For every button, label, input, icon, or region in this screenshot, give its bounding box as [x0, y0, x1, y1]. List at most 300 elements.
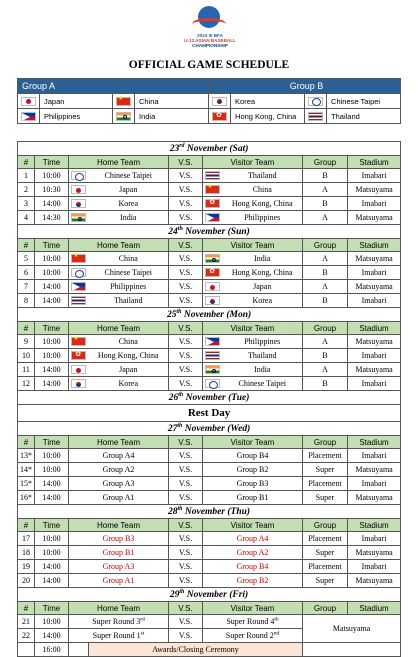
column-header-stadium: Stadium — [348, 436, 401, 449]
game-group: A — [303, 211, 348, 225]
game-number: 10 — [18, 349, 35, 363]
visitor-team: Hong Kong, China — [223, 197, 303, 211]
home-team: Group A1 — [69, 574, 169, 588]
column-header-vs: V.S. — [169, 436, 203, 449]
game-time: 10:00 — [35, 449, 69, 463]
day-month: November (Fri) — [184, 589, 249, 600]
cn-flag-icon — [69, 252, 89, 266]
game-time: 10:00 — [35, 252, 69, 266]
game-number: 22 — [18, 629, 35, 643]
rest-day-label: Rest Day — [18, 405, 401, 422]
game-row — [18, 252, 401, 266]
vs-label: V.S. — [169, 574, 203, 588]
vs-label: V.S. — [169, 294, 203, 308]
group-a-header: Group A — [18, 79, 209, 94]
game-number: 16* — [18, 491, 35, 505]
game-number: 11 — [18, 363, 35, 377]
visitor-team: Group B4 — [203, 449, 303, 463]
day-header — [18, 225, 401, 239]
groups-row — [18, 109, 401, 124]
visitor-team: Thailand — [223, 349, 303, 363]
game-number: 18 — [18, 546, 35, 560]
india-flag-icon — [113, 109, 135, 124]
game-group: Placement — [303, 477, 348, 491]
ph-flag-icon — [203, 335, 223, 349]
column-header-stadium: Stadium — [348, 239, 401, 252]
jp-flag-icon — [69, 363, 89, 377]
game-group: B — [303, 377, 348, 391]
game-group: Placement — [303, 560, 348, 574]
home-team-ordinal: st — [140, 630, 145, 637]
column-header-row — [18, 239, 401, 252]
game-stadium: Imabari — [348, 266, 401, 280]
column-header-row — [18, 602, 401, 615]
column-header-home: Home Team — [69, 436, 169, 449]
visitor-team — [203, 629, 303, 643]
game-time: 10:00 — [35, 546, 69, 560]
home-team: Group A3 — [69, 477, 169, 491]
column-header-no: # — [18, 519, 35, 532]
in-flag-icon — [203, 252, 223, 266]
home-team: Korea — [89, 197, 169, 211]
game-number: 20 — [18, 574, 35, 588]
game-row — [18, 449, 401, 463]
home-team-text: Super Round 3 — [92, 617, 141, 626]
column-header-row — [18, 322, 401, 335]
column-header-time: Time — [35, 322, 69, 335]
hk-flag-icon — [69, 349, 89, 363]
visitor-team-ordinal: th — [274, 616, 279, 623]
game-time: 14:00 — [35, 629, 69, 643]
day-ordinal: th — [177, 225, 183, 232]
game-row — [18, 197, 401, 211]
game-number: 1 — [18, 169, 35, 183]
game-row — [18, 377, 401, 391]
visitor-team-ordinal: nd — [273, 630, 280, 637]
th-flag-icon — [203, 169, 223, 183]
column-header-vs: V.S. — [169, 156, 203, 169]
game-row — [18, 615, 401, 629]
game-group: B — [303, 169, 348, 183]
home-team: China — [89, 335, 169, 349]
day-number: 27 — [167, 423, 178, 434]
game-group: Super — [303, 546, 348, 560]
day-title — [18, 225, 401, 239]
game-stadium: Imabari — [348, 477, 401, 491]
column-header-time: Time — [35, 602, 69, 615]
day-month: November (Sat) — [184, 143, 249, 154]
visitor-team: Group B3 — [203, 477, 303, 491]
vs-label: V.S. — [169, 266, 203, 280]
home-team-text: Super Round 1 — [92, 631, 141, 640]
in-flag-icon — [203, 363, 223, 377]
visitor-team: Group B2 — [203, 574, 303, 588]
game-stadium: Matsuyama — [348, 280, 401, 294]
day-title — [18, 422, 401, 436]
korea-flag-icon — [209, 94, 231, 109]
column-header-vs: V.S. — [169, 519, 203, 532]
blank-cell — [303, 643, 401, 657]
game-row — [18, 463, 401, 477]
day-number: 26 — [168, 392, 179, 403]
game-stadium: Imabari — [348, 197, 401, 211]
column-header-stadium: Stadium — [348, 519, 401, 532]
day-header — [18, 308, 401, 322]
kr-flag-icon — [69, 377, 89, 391]
game-number: 8 — [18, 294, 35, 308]
vs-label: V.S. — [169, 615, 203, 629]
column-header-home: Home Team — [69, 602, 169, 615]
game-number: 19 — [18, 560, 35, 574]
group-a-team: China — [135, 94, 209, 109]
column-header-group: Group — [303, 602, 348, 615]
visitor-team: Thailand — [223, 169, 303, 183]
column-header-no: # — [18, 602, 35, 615]
column-header-group: Group — [303, 436, 348, 449]
game-group: A — [303, 183, 348, 197]
day-title — [18, 505, 401, 519]
vs-label: V.S. — [169, 169, 203, 183]
home-team: Philippines — [89, 280, 169, 294]
hk-flag-icon — [203, 197, 223, 211]
vs-label: V.S. — [169, 349, 203, 363]
visitor-team: Group B4 — [203, 560, 303, 574]
visitor-team: Philippines — [223, 335, 303, 349]
home-team: Group B1 — [69, 546, 169, 560]
game-stadium: Matsuyama — [348, 574, 401, 588]
column-header-row — [18, 436, 401, 449]
column-header-no: # — [18, 322, 35, 335]
column-header-no: # — [18, 436, 35, 449]
game-stadium: Imabari — [348, 294, 401, 308]
game-number: 17 — [18, 532, 35, 546]
game-number: 7 — [18, 280, 35, 294]
day-month: November (Tue) — [183, 392, 250, 403]
day-header — [18, 142, 401, 156]
visitor-team: Group B2 — [203, 463, 303, 477]
day-number: 25 — [166, 309, 177, 320]
game-row — [18, 532, 401, 546]
groups-table — [17, 78, 401, 124]
game-group: B — [303, 349, 348, 363]
jp-flag-icon — [203, 280, 223, 294]
game-row — [18, 294, 401, 308]
day-header — [18, 505, 401, 519]
group-b-header: Group B — [209, 79, 401, 94]
game-row — [18, 211, 401, 225]
game-number: 9 — [18, 335, 35, 349]
championship-logo — [184, 6, 236, 54]
game-time: 14:00 — [35, 491, 69, 505]
thailand-flag-icon — [305, 109, 327, 124]
game-stadium: Matsuyama — [348, 252, 401, 266]
cn-flag-icon — [69, 335, 89, 349]
game-stadium: Imabari — [348, 449, 401, 463]
kr-flag-icon — [69, 197, 89, 211]
column-header-stadium: Stadium — [348, 156, 401, 169]
visitor-team: Hong Kong, China — [223, 266, 303, 280]
game-group: B — [303, 266, 348, 280]
column-header-group: Group — [303, 519, 348, 532]
game-stadium: Imabari — [348, 560, 401, 574]
game-group: Placement — [303, 449, 348, 463]
home-team: Korea — [89, 377, 169, 391]
column-header-time: Time — [35, 519, 69, 532]
column-header-no: # — [18, 156, 35, 169]
day-ordinal: th — [177, 505, 183, 512]
game-time: 10:00 — [35, 615, 69, 629]
japan-flag-icon — [18, 94, 40, 109]
game-stadium: Matsuyama — [348, 211, 401, 225]
game-row — [18, 546, 401, 560]
column-header-visitor: Visitor Team — [203, 322, 303, 335]
day-header — [18, 588, 401, 602]
page-title: OFFICIAL GAME SCHEDULE — [128, 59, 290, 71]
game-number: 5 — [18, 252, 35, 266]
th-flag-icon — [203, 349, 223, 363]
column-header-row — [18, 156, 401, 169]
game-stadium: Matsuyama — [348, 463, 401, 477]
ceremony-time: 16:00 — [35, 643, 69, 657]
day-header — [18, 422, 401, 436]
home-team: Thailand — [89, 294, 169, 308]
day-title — [18, 588, 401, 602]
day-month: November (Sun) — [182, 226, 250, 237]
visitor-team: Group A2 — [203, 546, 303, 560]
game-time: 14:00 — [35, 294, 69, 308]
column-header-time: Time — [35, 239, 69, 252]
vs-label: V.S. — [169, 477, 203, 491]
groups-row — [18, 94, 401, 109]
visitor-team: Chinese Taipei — [223, 377, 303, 391]
game-time: 10:00 — [35, 266, 69, 280]
china-flag-icon — [113, 94, 135, 109]
day-header — [18, 391, 401, 405]
schedule-table — [17, 141, 401, 657]
game-stadium: Matsuyama — [348, 363, 401, 377]
vs-label: V.S. — [169, 335, 203, 349]
game-group: A — [303, 335, 348, 349]
game-group: A — [303, 280, 348, 294]
game-group: B — [303, 294, 348, 308]
vs-label: V.S. — [169, 629, 203, 643]
home-team: Hong Kong, China — [89, 349, 169, 363]
visitor-team-text: Super Round 2 — [225, 631, 274, 640]
column-header-row — [18, 519, 401, 532]
th-flag-icon — [69, 294, 89, 308]
game-group: A — [303, 363, 348, 377]
day-title — [18, 308, 401, 322]
column-header-vs: V.S. — [169, 322, 203, 335]
visitor-team: India — [223, 252, 303, 266]
day-title — [18, 391, 401, 405]
day-title — [18, 142, 401, 156]
game-row — [18, 335, 401, 349]
group-a-team: Philippines — [40, 109, 113, 124]
visitor-team: Japan — [223, 280, 303, 294]
home-team: Chinese Taipei — [89, 266, 169, 280]
game-time: 14:00 — [35, 560, 69, 574]
logo-line-2: U-12 ASIAN BASEBALL — [184, 38, 236, 43]
group-b-team: Hong Kong, China — [231, 109, 305, 124]
game-number: 3 — [18, 197, 35, 211]
game-group: Super — [303, 491, 348, 505]
home-team: Chinese Taipei — [89, 169, 169, 183]
game-stadium: Imabari — [348, 377, 401, 391]
game-row — [18, 280, 401, 294]
vs-label: V.S. — [169, 532, 203, 546]
game-row — [18, 363, 401, 377]
day-month: November (Wed) — [182, 423, 251, 434]
column-header-stadium: Stadium — [348, 602, 401, 615]
column-header-visitor: Visitor Team — [203, 156, 303, 169]
column-header-visitor: Visitor Team — [203, 239, 303, 252]
column-header-no: # — [18, 239, 35, 252]
day-ordinal: th — [178, 391, 184, 398]
game-stadium: Imabari — [348, 169, 401, 183]
game-group: Placement — [303, 532, 348, 546]
column-header-home: Home Team — [69, 519, 169, 532]
day-month: November (Thu) — [182, 506, 251, 517]
ceremony-row — [18, 643, 401, 657]
day-number: 29 — [169, 589, 180, 600]
day-month: November (Mon) — [181, 309, 252, 320]
game-row — [18, 169, 401, 183]
vs-label: V.S. — [169, 546, 203, 560]
game-stadium: Matsuyama — [348, 183, 401, 197]
game-group: A — [303, 252, 348, 266]
home-team: Group A3 — [69, 560, 169, 574]
visitor-team-text: Super Round 4 — [226, 617, 275, 626]
column-header-home: Home Team — [69, 239, 169, 252]
home-team — [69, 615, 169, 629]
visitor-team: Korea — [223, 294, 303, 308]
day-ordinal: th — [176, 308, 182, 315]
game-time: 10:00 — [35, 532, 69, 546]
game-time: 14:30 — [35, 211, 69, 225]
group-b-team: Thailand — [327, 109, 401, 124]
group-a-team: Japan — [40, 94, 113, 109]
visitor-team: Group B1 — [203, 491, 303, 505]
game-row — [18, 574, 401, 588]
home-team: India — [89, 211, 169, 225]
column-header-home: Home Team — [69, 156, 169, 169]
game-group: Super — [303, 574, 348, 588]
game-row — [18, 349, 401, 363]
home-team: China — [89, 252, 169, 266]
day-number: 23 — [169, 143, 180, 154]
vs-label: V.S. — [169, 211, 203, 225]
tpe-flag-icon — [203, 377, 223, 391]
chinese-taipei-flag-icon — [305, 94, 327, 109]
game-row — [18, 491, 401, 505]
group-b-team: Korea — [231, 94, 305, 109]
vs-label: V.S. — [169, 280, 203, 294]
game-time: 14:00 — [35, 574, 69, 588]
column-header-group: Group — [303, 239, 348, 252]
logo-line-1: 2024 III BFA — [197, 33, 223, 38]
ceremony-label: Awards/Closing Ceremony — [89, 643, 303, 657]
home-team — [69, 629, 169, 643]
group-b-team: Chinese Taipei — [327, 94, 401, 109]
rest-day-row — [18, 405, 401, 422]
vs-label: V.S. — [169, 197, 203, 211]
game-number: 12 — [18, 377, 35, 391]
game-stadium: Matsuyama — [348, 491, 401, 505]
tpe-flag-icon — [69, 169, 89, 183]
column-header-vs: V.S. — [169, 602, 203, 615]
vs-label: V.S. — [169, 560, 203, 574]
game-time: 14:00 — [35, 363, 69, 377]
home-team-ordinal: rd — [140, 616, 145, 623]
kr-flag-icon — [203, 294, 223, 308]
vs-label: V.S. — [169, 491, 203, 505]
day-ordinal: th — [179, 588, 185, 595]
ph-flag-icon — [69, 280, 89, 294]
game-time: 14:00 — [35, 477, 69, 491]
game-row — [18, 477, 401, 491]
blank-cell — [18, 643, 35, 657]
game-number: 15* — [18, 477, 35, 491]
day-number: 28 — [168, 506, 178, 517]
column-header-stadium: Stadium — [348, 322, 401, 335]
home-team: Japan — [89, 183, 169, 197]
column-header-home: Home Team — [69, 322, 169, 335]
ph-flag-icon — [203, 211, 223, 225]
game-number: 6 — [18, 266, 35, 280]
philippines-flag-icon — [18, 109, 40, 124]
blank-cell — [69, 643, 89, 657]
game-number: 14* — [18, 463, 35, 477]
day-ordinal: th — [177, 422, 183, 429]
game-time: 10:00 — [35, 349, 69, 363]
logo-line-3: CHAMPIONSHIP — [192, 43, 228, 48]
visitor-team: India — [223, 363, 303, 377]
column-header-visitor: Visitor Team — [203, 519, 303, 532]
game-row — [18, 183, 401, 197]
game-time: 10:00 — [35, 335, 69, 349]
day-ordinal: rd — [179, 142, 185, 149]
game-row — [18, 266, 401, 280]
vs-label: V.S. — [169, 377, 203, 391]
game-number: 21 — [18, 615, 35, 629]
game-stadium: Imabari — [348, 349, 401, 363]
game-number: 13* — [18, 449, 35, 463]
jp-flag-icon — [69, 183, 89, 197]
vs-label: V.S. — [169, 363, 203, 377]
game-time: 14:00 — [35, 280, 69, 294]
vs-label: V.S. — [169, 252, 203, 266]
home-team: Group B3 — [69, 532, 169, 546]
home-team: Japan — [89, 363, 169, 377]
tpe-flag-icon — [69, 266, 89, 280]
column-header-group: Group — [303, 322, 348, 335]
game-time: 14:00 — [35, 377, 69, 391]
group-a-team: India — [135, 109, 209, 124]
game-time: 10:30 — [35, 183, 69, 197]
visitor-team: Philippines — [223, 211, 303, 225]
home-team: Group A2 — [69, 463, 169, 477]
game-stadium: Matsuyama — [348, 335, 401, 349]
column-header-visitor: Visitor Team — [203, 436, 303, 449]
game-time: 10:00 — [35, 169, 69, 183]
column-header-time: Time — [35, 156, 69, 169]
home-team: Group A1 — [69, 491, 169, 505]
game-stadium: Matsuyama — [348, 546, 401, 560]
game-time: 10:00 — [35, 463, 69, 477]
column-header-vs: V.S. — [169, 239, 203, 252]
logo-swoosh-icon — [192, 18, 226, 30]
